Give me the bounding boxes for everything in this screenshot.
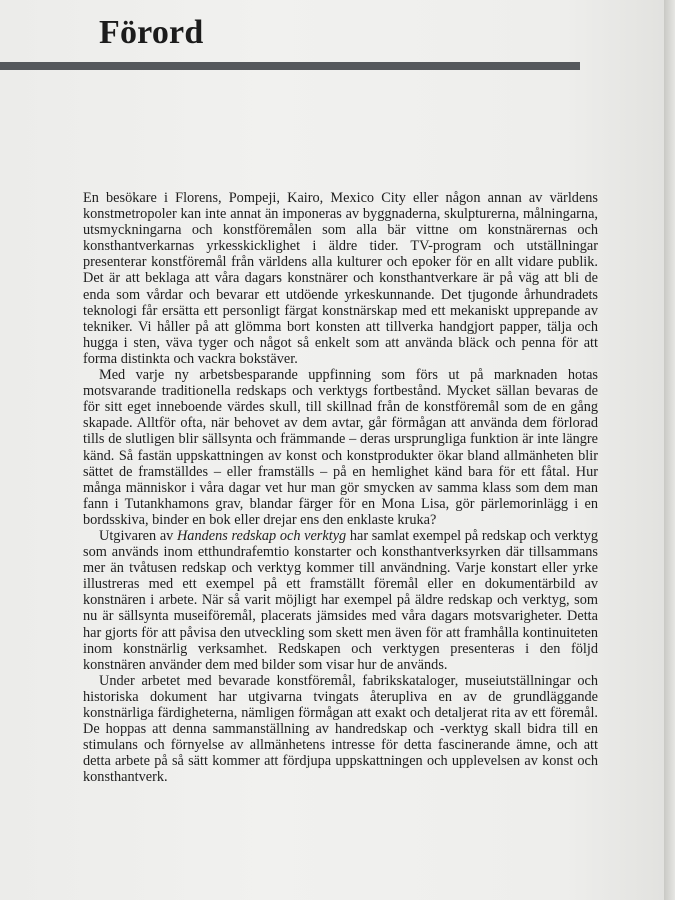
paragraph-3 <box>83 528 598 673</box>
paragraph-2: Med varje ny arbetsbesparande uppfinning som förs ut på marknaden hotas motsvarande traditionella redskaps och verktygs fortbestånd. Mycket sällan bevaras de för sitt eget inneboende värdes skull, till skillnad från de konstföremål som de en gång skapade. Alltför ofta, när behovet av dem avtar, går förmågan att använda dem förlorad tills de slutligen blir sällsynta och främmande – deras ursprungliga funktion är inte längre känd. Så fastän uppskattningen av konst och konstprodukter ökar bland allmänheten blir sättet de framställdes – eller framställs – på en hemlighet känd bara för ett fåtal. Hur många människor i våra dagar vet hur man gör smycken av samma klass som dem man fann i Tutankhamons grav, blandar färger för en Mona Lisa, gör pärlemorinlägg i en bordsskiva, binder en bok eller drejar ens den enklaste kruka? <box>83 367 598 528</box>
title-rule <box>0 62 580 70</box>
body-text <box>83 190 598 785</box>
paragraph-1: En besökare i Florens, Pompeji, Kairo, Mexico City eller någon annan av världens konstmetropoler kan inte annat än imponeras av byggnaderna, skulpturerna, målningarna, utsmyckningarna och konstföremålen som alla bär vittne om konstnärernas och konsthantverkarnas yrkesskicklighet i äldre tider. TV-program och utställningar presenterar konstföremål från världens alla kulturer och epoker för en allt vidare publik. Det är att beklaga att våra dagars konstnärer och konsthantverkare är på väg att bli de enda som vårdar och bevarar ett utdöende yrkeskunnande. Det tjugonde århundradets teknologi får ersätta ett personligt färgat konstnärskap med ett mekaniskt upprepande av tekniker. Vi håller på att glömma bort konsten att tillverka handgjort papper, tälja och hugga i sten, väva tyger och något så enkelt som att använda bläck och penna för att forma distinkta och vackra bokstäver. <box>83 190 598 367</box>
paragraph-3-after: har samlat exempel på redskap och verktyg som används inom etthundrafemtio konstarter och konsthantverksyrken där tillsammans mer än tvåtusen redskap och verktyg kommer till användning. Varje konstart eller yrke illustreras med ett exempel på ett framställt föremål eller en dokumentärbild av konstnären i arbete. När så varit möjligt har exempel på äldre redskap och verktyg, som nu är sällsynta museiföremål, placerats jämsides med våra dagars motsvarigheter. Detta har gjorts för att påvisa den utveckling som skett men även för att framhålla kontinuiteten inom konstnärlig verksamhet. Redskapen och verktygen presenteras i den följd konstnären använder dem med bilder som visar hur de används. <box>83 527 598 673</box>
page-title: Förord <box>99 14 204 51</box>
paragraph-3-before: Utgivaren av <box>99 527 177 544</box>
page-edge <box>664 0 675 900</box>
book-title-italic: Handens redskap och verktyg <box>176 527 347 544</box>
paragraph-4: Under arbetet med bevarade konstföremål, fabrikskataloger, museiutställningar och historiska dokument har utgivarna tvingats återupliva en av de grundläggande konstnärliga färdigheterna, nämligen förmågan att exakt och detaljerat rita av ett föremål. De hoppas att denna sammanställning av handredskap och -verktyg skall bidra till en stimulans och förnyelse av allmänhetens intresse för detta fascinerande ämne, och att detta arbete på så sätt kommer att fördjupa uppskattningen och upplevelsen av konst och konsthantverk. <box>83 672 598 786</box>
